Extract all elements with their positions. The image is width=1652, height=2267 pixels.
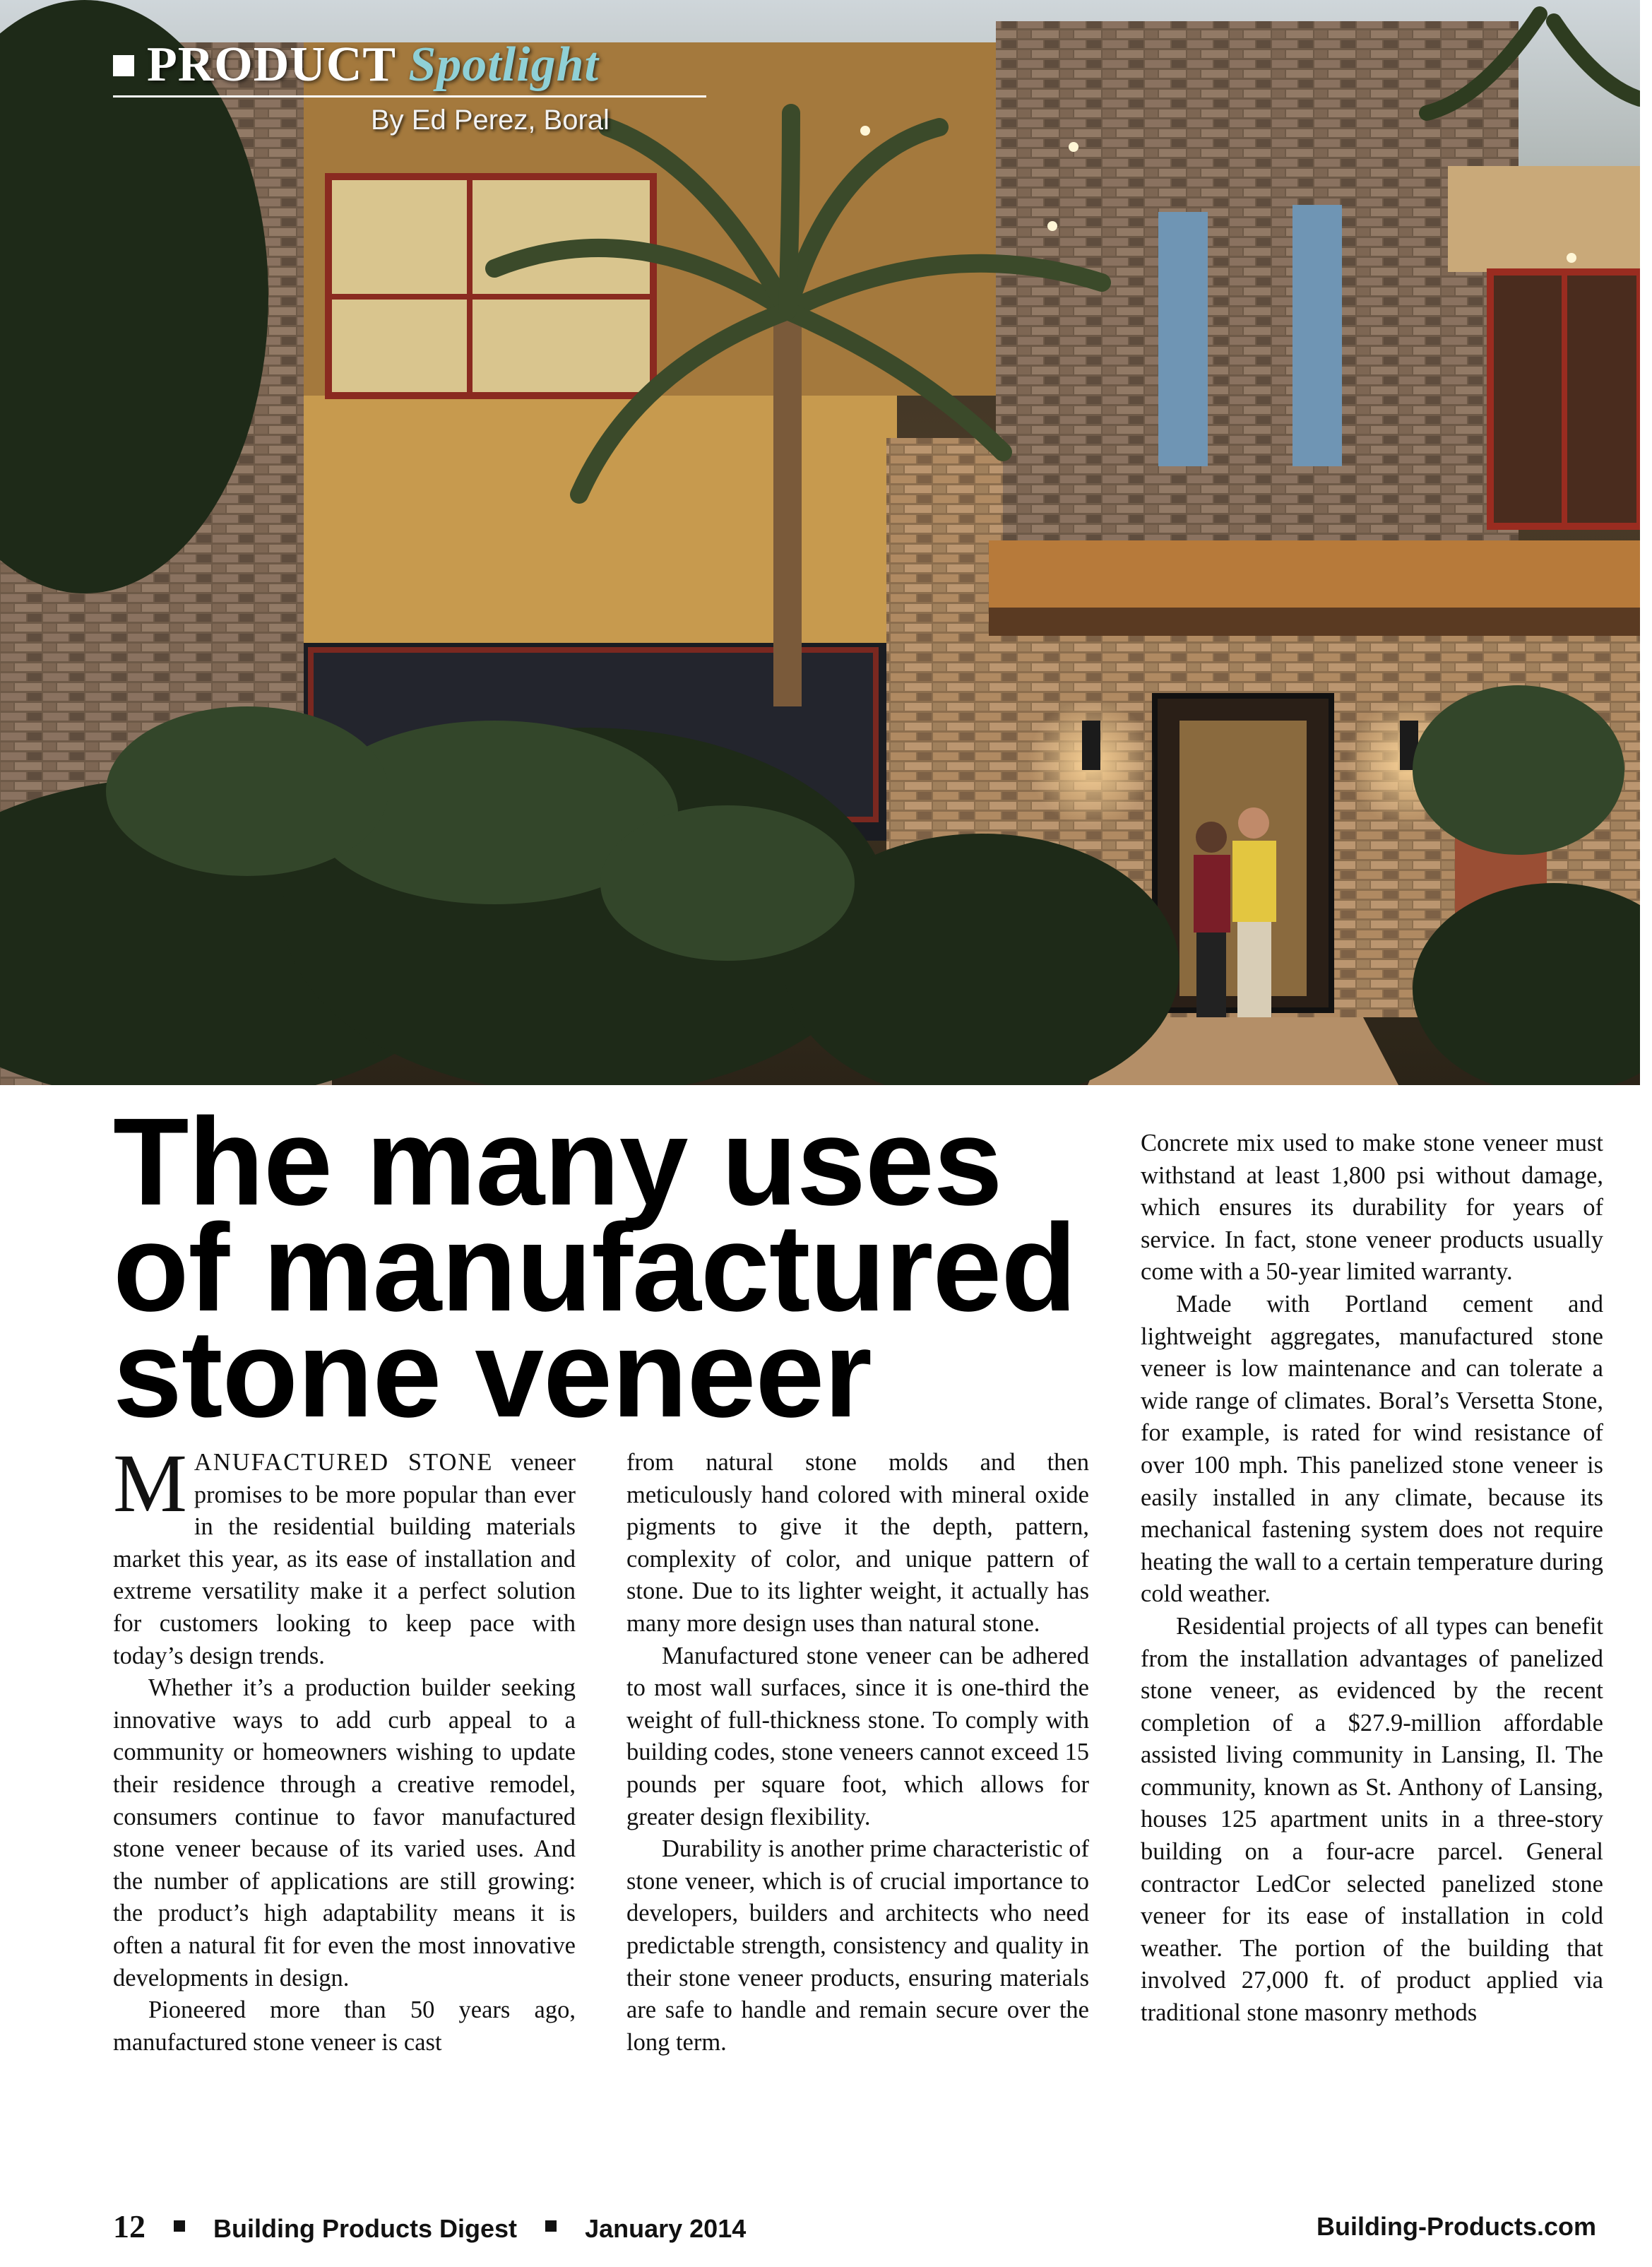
byline: By Ed Perez, Boral — [371, 105, 610, 136]
article-column-2 — [626, 1447, 1089, 2059]
bullet-square-icon — [113, 55, 134, 76]
lead-paragraph-text: veneer promises to be more popular than ever in the residential building materials market this year, as its ease of installation and extreme versatility make it a perfect solution for customers looking to keep pace with today’s design trends. — [113, 1449, 576, 1669]
issue-date: January 2014 — [585, 2214, 747, 2243]
article-paragraph: Whether it’s a production builder seeking innovative ways to add curb appeal to a community or homeowners wishing to update their residence through a creative remodel, consumers continue to favor manufactured stone veneer because of its varied uses. And the number of applications are still growing: the product’s high adaptability means it is often a natural fit for even the most innovative developments in design. — [113, 1674, 576, 1991]
headline-line-2: of manufactured — [113, 1199, 1076, 1337]
section-label-accent: Spotlight — [408, 37, 599, 92]
website-link[interactable]: Building-Products.com — [1317, 2212, 1596, 2241]
lead-in: ANUFACTURED STONE — [194, 1449, 494, 1476]
drop-cap: M — [113, 1437, 187, 1529]
article-paragraph: Pioneered more than 50 years ago, manufactured stone veneer is cast — [113, 1996, 576, 2056]
headline-line-1: The many uses — [113, 1093, 1002, 1231]
article-headline — [113, 1093, 1102, 1443]
hero-photo — [0, 0, 1640, 1085]
article-paragraph — [113, 1437, 576, 1672]
article-paragraph: Concrete mix used to make stone veneer must withstand at least 1,800 psi without damage, which ensures its durability for years of service. In fact, stone veneer products usually come with a 50-year limited warranty. — [1141, 1130, 1603, 1286]
article-paragraph: Manufactured stone veneer can be adhered to most wall surfaces, since it is one-third the weight of full-thickness stone. To comply with building codes, stone veneers cannot exceed 15 pounds per square foot, which allows for greater design flexibility. — [626, 1642, 1089, 1830]
section-label — [113, 37, 599, 93]
footer-bullet-icon — [545, 2220, 557, 2232]
house-illustration — [0, 0, 1640, 1085]
publication-name: Building Products Digest — [213, 2214, 518, 2243]
page-footer — [113, 2208, 1596, 2250]
footer-bullet-icon — [174, 2220, 185, 2232]
page-number: 12 — [113, 2208, 145, 2244]
article-paragraph: Residential projects of all types can benefit from the installation advantages of panelized stone veneer, as evidenced by the recent completion of a $27.9-million affordable assisted living community in Lansing, Il. The community, known as St. Anthony of Lansing, houses 125 apartment units in a three-story building on a four-acre parcel. General contractor LedCor selected panelized stone veneer for its ease of installation in cold weather. The portion of the building that involved 27,000 ft. of product applied via traditional stone masonry methods — [1141, 1612, 1603, 2027]
article-column-1 — [113, 1437, 576, 2059]
article-column-3 — [1141, 1127, 1603, 2030]
article-paragraph: Durability is another prime characteristic of stone veneer, which is of crucial importance to developers, builders and architects who need predictable strength, consistency and quality in their stone veneer products, ensuring materials are safe to handle and remain secure over the long term. — [626, 1835, 1089, 2056]
headline-line-3: stone veneer — [113, 1305, 872, 1443]
page-edge — [1640, 0, 1652, 2267]
article-paragraph: Made with Portland cement and lightweight aggregates, manufactured stone veneer is low maintenance and can tolerate a wide range of climates. Boral’s Versetta Stone, for example, is rated for wind resistance of over 100 mph. This panelized stone veneer is easily installed in any climate, because its mechanical fastening system does not require heating the wall to a certain temperature during cold weather. — [1141, 1290, 1603, 1608]
section-label-text: PRODUCT — [147, 37, 396, 92]
article-paragraph: from natural stone molds and then meticulously hand colored with mineral oxide pigments to give it the depth, pattern, complexity of color, and unique pattern of stone. Due to its lighter weight, it actually has many more design uses than natural stone. — [626, 1449, 1089, 1637]
section-label-rule — [113, 95, 706, 97]
